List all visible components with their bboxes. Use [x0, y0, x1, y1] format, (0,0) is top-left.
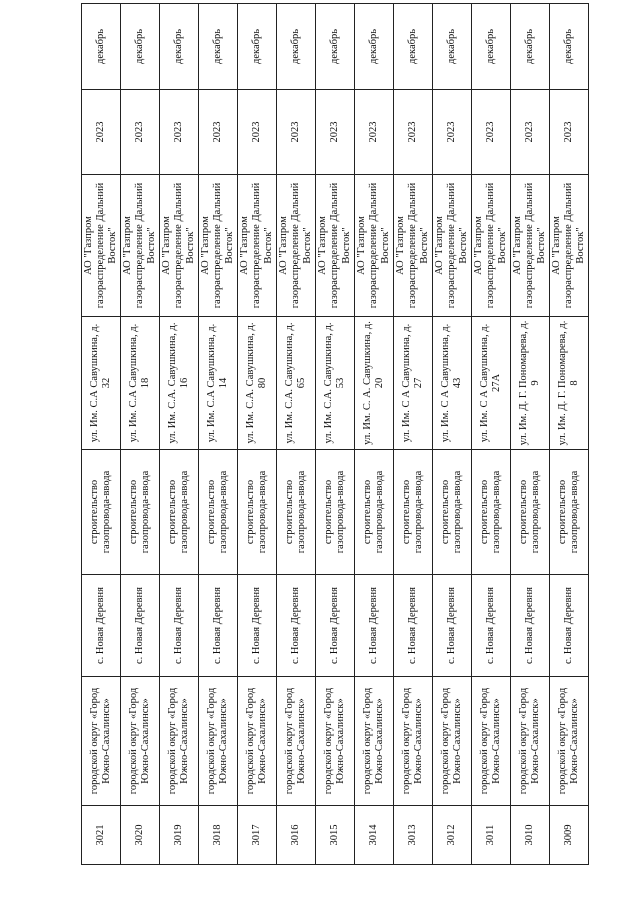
locality-cell: с. Новая Деревня [82, 575, 121, 677]
locality-cell: с. Новая Деревня [316, 575, 355, 677]
address-cell: ул. Им. Д. Г. Пономарева, д. 8 [550, 317, 589, 450]
month-cell: декабрь [277, 4, 316, 90]
table-row [82, 4, 121, 865]
table-row [433, 4, 472, 865]
organization-cell: АО "Газпром газораспределение Дальний Восток" [121, 175, 160, 317]
address-cell: ул. Им. С.А. Савушкина, д. 53 [316, 317, 355, 450]
row-number-cell: 3014 [355, 806, 394, 865]
row-number-cell: 3021 [82, 806, 121, 865]
address-cell: ул. Им. С А Савушкина, д. 43 [433, 317, 472, 450]
work-type-cell: строительство газопровода-ввода [511, 450, 550, 575]
month-cell: декабрь [355, 4, 394, 90]
table-row [160, 4, 199, 865]
address-cell: ул. Им. С.А. Савушкина, д. 65 [277, 317, 316, 450]
year-cell: 2023 [472, 90, 511, 175]
address-cell: ул. Им. С.А. Савушкина, д. 16 [160, 317, 199, 450]
locality-cell: с. Новая Деревня [238, 575, 277, 677]
municipality-cell: городской округ «Город Южно-Сахалинск» [82, 677, 121, 806]
work-type-cell: строительство газопровода-ввода [121, 450, 160, 575]
organization-cell: АО "Газпром газораспределение Дальний Восток" [511, 175, 550, 317]
year-cell: 2023 [316, 90, 355, 175]
municipality-cell: городской округ «Город Южно-Сахалинск» [160, 677, 199, 806]
row-number-cell: 3017 [238, 806, 277, 865]
address-cell: ул. Им. С.А Савушкина, д. 32 [82, 317, 121, 450]
locality-cell: с. Новая Деревня [433, 575, 472, 677]
organization-cell: АО "Газпром газораспределение Дальний Восток" [433, 175, 472, 317]
year-cell: 2023 [238, 90, 277, 175]
work-type-cell: строительство газопровода-ввода [277, 450, 316, 575]
work-type-cell: строительство газопровода-ввода [355, 450, 394, 575]
address-cell: ул. Им. С А Савушкина, д. 27 [394, 317, 433, 450]
year-cell: 2023 [121, 90, 160, 175]
address-cell: ул. Им. С. А. Савушкина, д. 20 [355, 317, 394, 450]
row-number-cell: 3010 [511, 806, 550, 865]
organization-cell: АО "Газпром газораспределение Дальний Восток" [277, 175, 316, 317]
month-cell: декабрь [238, 4, 277, 90]
month-cell: декабрь [394, 4, 433, 90]
organization-cell: АО "Газпром газораспределение Дальний Восток" [199, 175, 238, 317]
month-cell: декабрь [433, 4, 472, 90]
month-cell: декабрь [511, 4, 550, 90]
municipality-cell: городской округ «Город Южно-Сахалинск» [472, 677, 511, 806]
year-cell: 2023 [550, 90, 589, 175]
locality-cell: с. Новая Деревня [199, 575, 238, 677]
row-number-cell: 3019 [160, 806, 199, 865]
year-cell: 2023 [82, 90, 121, 175]
row-number-cell: 3009 [550, 806, 589, 865]
table-row [316, 4, 355, 865]
work-type-cell: строительство газопровода-ввода [82, 450, 121, 575]
municipality-cell: городской округ «Город Южно-Сахалинск» [277, 677, 316, 806]
locality-cell: с. Новая Деревня [277, 575, 316, 677]
work-type-cell: строительство газопровода-ввода [199, 450, 238, 575]
locality-cell: с. Новая Деревня [355, 575, 394, 677]
table-row [550, 4, 589, 865]
table-row [472, 4, 511, 865]
month-cell: декабрь [199, 4, 238, 90]
table-row [355, 4, 394, 865]
year-cell: 2023 [433, 90, 472, 175]
address-cell: ул. Им. С А Савушкина, д. 27А [472, 317, 511, 450]
row-number-cell: 3020 [121, 806, 160, 865]
work-type-cell: строительство газопровода-ввода [394, 450, 433, 575]
work-type-cell: строительство газопровода-ввода [472, 450, 511, 575]
locality-cell: с. Новая Деревня [472, 575, 511, 677]
organization-cell: АО "Газпром газораспределение Дальний Восток" [355, 175, 394, 317]
municipality-cell: городской округ «Город Южно-Сахалинск» [316, 677, 355, 806]
work-type-cell: строительство газопровода-ввода [550, 450, 589, 575]
month-cell: декабрь [160, 4, 199, 90]
locality-cell: с. Новая Деревня [160, 575, 199, 677]
locality-cell: с. Новая Деревня [394, 575, 433, 677]
table-row [121, 4, 160, 865]
locality-cell: с. Новая Деревня [550, 575, 589, 677]
row-number-cell: 3012 [433, 806, 472, 865]
rotated-table-wrapper [81, 29, 586, 865]
municipality-cell: городской округ «Город Южно-Сахалинск» [394, 677, 433, 806]
work-type-cell: строительство газопровода-ввода [433, 450, 472, 575]
row-number-cell: 3015 [316, 806, 355, 865]
year-cell: 2023 [394, 90, 433, 175]
organization-cell: АО "Газпром газораспределение Дальний Восток" [82, 175, 121, 317]
organization-cell: АО "Газпром газораспределение Дальний Восток" [472, 175, 511, 317]
year-cell: 2023 [160, 90, 199, 175]
year-cell: 2023 [355, 90, 394, 175]
organization-cell: АО "Газпром газораспределение Дальний Восток" [394, 175, 433, 317]
address-cell: ул. Им. С.А Савушкина, д. 18 [121, 317, 160, 450]
table-row [277, 4, 316, 865]
work-type-cell: строительство газопровода-ввода [238, 450, 277, 575]
address-cell: ул. Им. С.А. Савушкина, д. 80 [238, 317, 277, 450]
row-number-cell: 3013 [394, 806, 433, 865]
row-number-cell: 3016 [277, 806, 316, 865]
table-row [511, 4, 550, 865]
address-cell: ул. Им. С.А Савушкина, д. 14 [199, 317, 238, 450]
municipality-cell: городской округ «Город Южно-Сахалинск» [355, 677, 394, 806]
row-number-cell: 3018 [199, 806, 238, 865]
municipality-cell: городской округ «Город Южно-Сахалинск» [550, 677, 589, 806]
gas-pipeline-schedule-table [81, 3, 589, 865]
month-cell: декабрь [316, 4, 355, 90]
locality-cell: с. Новая Деревня [121, 575, 160, 677]
organization-cell: АО "Газпром газораспределение Дальний Восток" [160, 175, 199, 317]
work-type-cell: строительство газопровода-ввода [160, 450, 199, 575]
year-cell: 2023 [277, 90, 316, 175]
table-row [394, 4, 433, 865]
month-cell: декабрь [121, 4, 160, 90]
table-row [238, 4, 277, 865]
year-cell: 2023 [199, 90, 238, 175]
municipality-cell: городской округ «Город Южно-Сахалинск» [199, 677, 238, 806]
year-cell: 2023 [511, 90, 550, 175]
month-cell: декабрь [82, 4, 121, 90]
row-number-cell: 3011 [472, 806, 511, 865]
locality-cell: с. Новая Деревня [511, 575, 550, 677]
organization-cell: АО "Газпром газораспределение Дальний Восток" [550, 175, 589, 317]
organization-cell: АО "Газпром газораспределение Дальний Восток" [316, 175, 355, 317]
municipality-cell: городской округ «Город Южно-Сахалинск» [121, 677, 160, 806]
month-cell: декабрь [550, 4, 589, 90]
address-cell: ул. Им. Д. Г. Пономарева, д. 9 [511, 317, 550, 450]
municipality-cell: городской округ «Город Южно-Сахалинск» [511, 677, 550, 806]
organization-cell: АО "Газпром газораспределение Дальний Восток" [238, 175, 277, 317]
table-row [199, 4, 238, 865]
municipality-cell: городской округ «Город Южно-Сахалинск» [433, 677, 472, 806]
work-type-cell: строительство газопровода-ввода [316, 450, 355, 575]
municipality-cell: городской округ «Город Южно-Сахалинск» [238, 677, 277, 806]
month-cell: декабрь [472, 4, 511, 90]
